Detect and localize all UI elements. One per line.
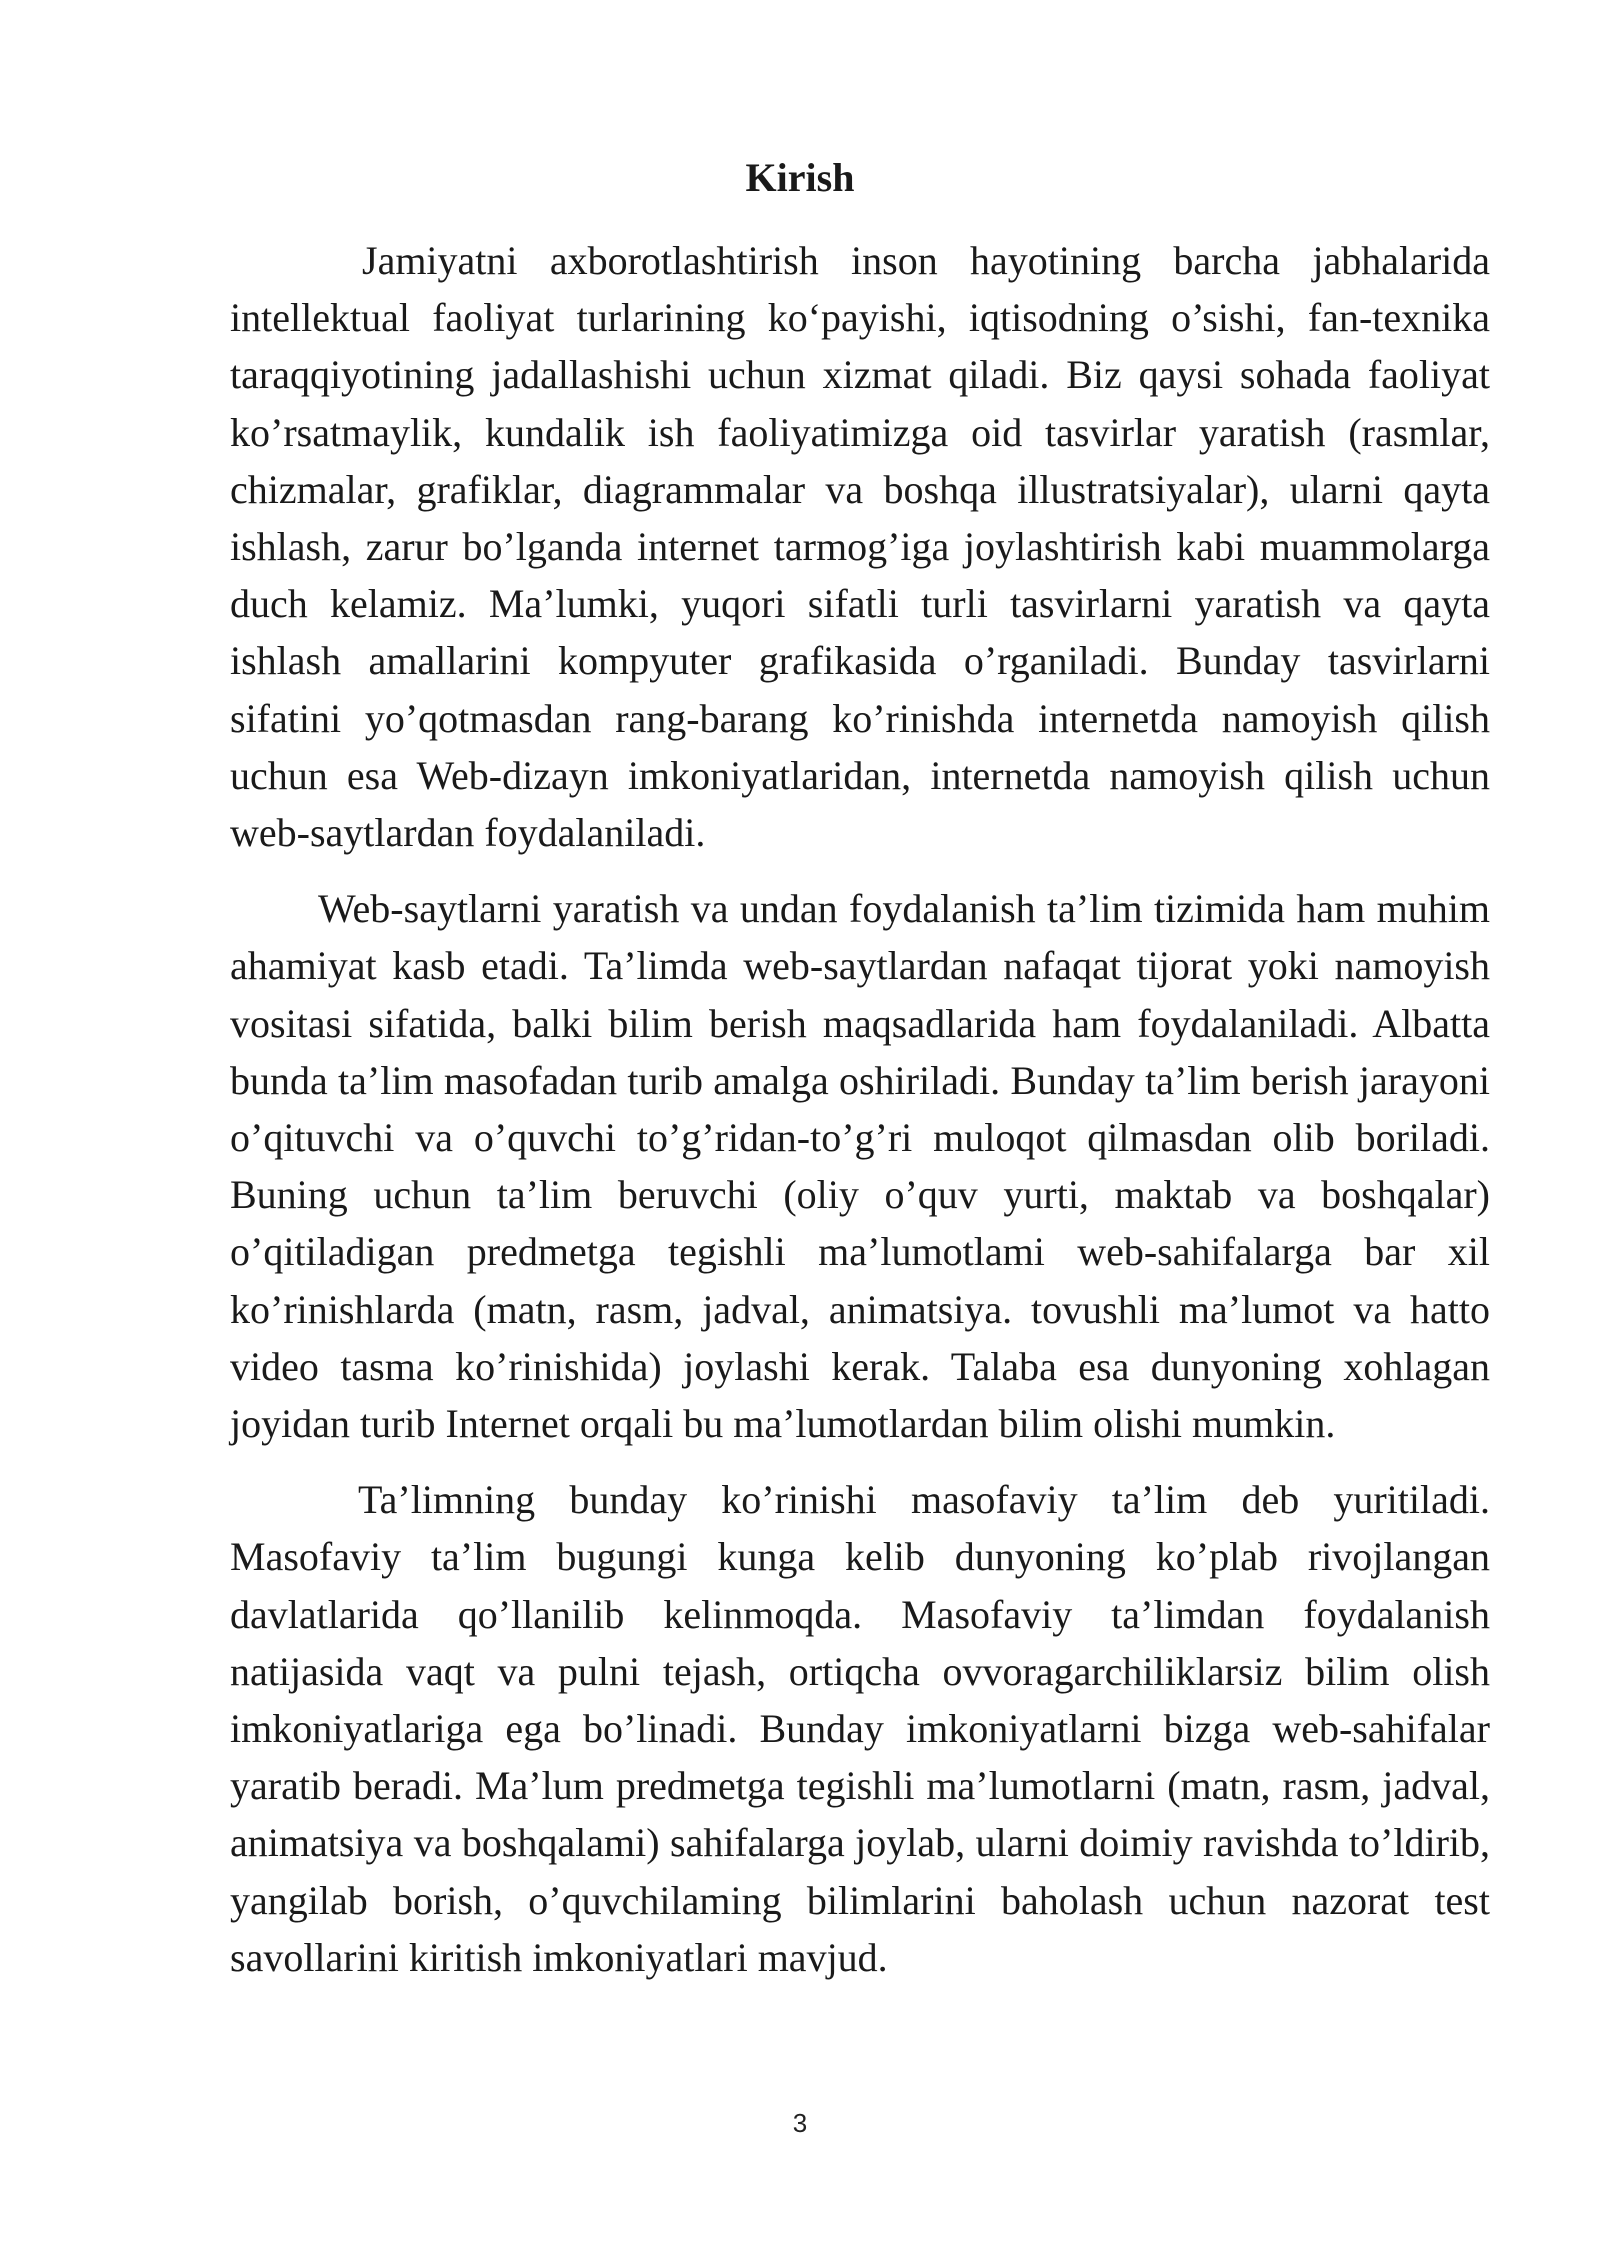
paragraph-3: Ta’limning bunday ko’rinishi masofaviy ta’lim deb yuritiladi. Masofaviy ta’lim bugungi kunga kelib dunyoning ko’plab rivojlangan davlatlarida qo’llanilib kelinmoqda. Masofaviy ta’limdan foydalanish natijasida vaqt va pulni tejash, ortiqcha ovvoragarchiliklarsiz bilim olish imkoniyatlariga ega bo’linadi. Bunday imkoniyatlarni bizga web-sahifalar yaratib beradi. Ma’lum predmetga tegishli ma’lumotlarni (matn, rasm, jadval, animatsiya va boshqalami) sahifalarga joylab, ularni doimiy ravishda to’ldirib, yangilab borish, o’quvchilaming bilimlarini baholash uchun nazorat test savollarini kiritish imkoniyatlari mavjud. bbox=[230, 1477, 1490, 1980]
paragraph-2: Web-saytlarni yaratish va undan foydalanish ta’lim tizimida ham muhim ahamiyat kasb etadi. Ta’limda web-saytlardan nafaqat tijorat yoki namoyish vositasi sifatida, balki bilim berish maqsadlarida ham foydalaniladi. Albatta bunda ta’lim masofadan turib amalga oshiriladi. Bunday ta’lim berish jarayoni o’qituvchi va o’quvchi to’g’ridan-to’g’ri muloqot qilmasdan olib boriladi. Buning uchun ta’lim beruvchi (oliy o’quv yurti, maktab va boshqalar) o’qitiladigan predmetga tegishli ma’lumotlami web-sahifalarga bar xil ko’rinishlarda (matn, rasm, jadval, animatsiya. tovushli ma’lumot va hatto video tasma ko’rinishida) joylashi kerak. Talaba esa dunyoning xohlagan joyidan turib Internet orqali bu ma’lumotlardan bilim olishi mumkin. bbox=[230, 886, 1490, 1447]
paragraph-1: Jamiyatni axborotlashtirish inson hayotining barcha jabhalarida intellektual faoliyat turlarining ko‘payishi, iqtisodning o’sishi, fan-texnika taraqqiyotining jadallashishi uchun xizmat qiladi. Biz qaysi sohada faoliyat ko’rsatmaylik, kundalik ish faoliyatimizga oid tasvirlar yaratish (rasmlar, chizmalar, grafiklar, diagrammalar va boshqa illustratsiyalar), ularni qayta ishlash, zarur bo’lganda internet tarmog’iga joylashtirish kabi muammolarga duch kelamiz. Ma’lumki, yuqori sifatli turli tasvirlarni yaratish va qayta ishlash amallarini kompyuter grafikasida o’rganiladi. Bunday tasvirlarni sifatini yo’qotmasdan rang-barang ko’rinishda internetda namoyish qilish uchun esa Web-dizayn imkoniyatlaridan, internetda namoyish qilish uchun web-saytlardan foydalaniladi. bbox=[230, 238, 1490, 856]
page-title: Kirish bbox=[745, 155, 855, 200]
body-text bbox=[230, 232, 1490, 1986]
page-number: 3 bbox=[792, 2108, 808, 2138]
